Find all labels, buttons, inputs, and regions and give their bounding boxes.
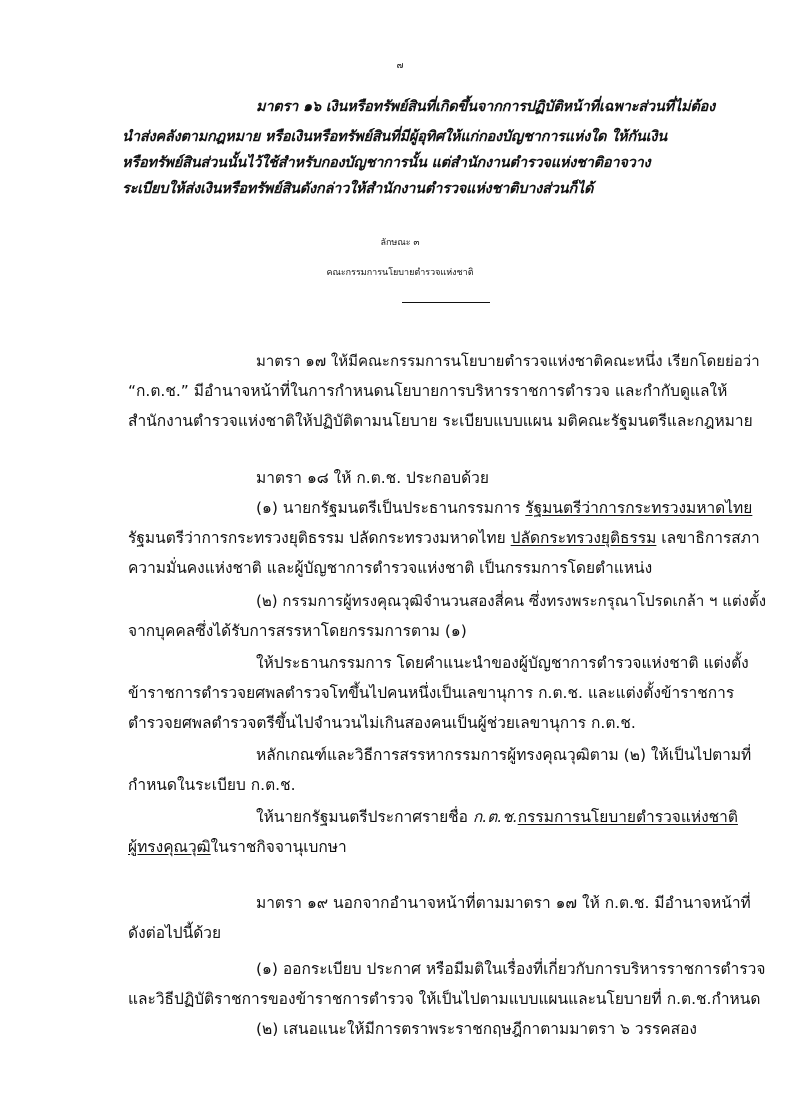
section-18-para-cont: ข้าราชการตำรวจยศพลตำรวจโทขึ้นไปคนหนึ่งเป็นเลขานุการ ก.ต.ช. และแต่งตั้งข้าราชการ — [128, 684, 735, 702]
section-18-para — [256, 806, 738, 828]
section-18-item-2: (๒) กรรมการผู้ทรงคุณวุฒิจำนวนสองสี่คน ซึ่งทรงพระกรุณาโปรดเกล้า ฯ แต่งตั้ง — [256, 592, 767, 610]
section-17-line: มาตรา ๑๗ ให้มีคณะกรรมการนโยบายตำรวจแห่งชาติคณะหนึ่ง เรียกโดยย่อว่า — [256, 352, 760, 370]
section-18-para: ให้ประธานกรรมการ โดยคำแนะนำของผู้บัญชาการตำรวจแห่งชาติ แต่งตั้ง — [256, 654, 749, 672]
section-18-para-cont: ตำรวจยศพลตำรวจตรีขึ้นไปจำนวนไม่เกินสองคนเป็นผู้ช่วยเลขานุการ ก.ต.ช. — [128, 714, 636, 732]
text-run: (๑) นายกรัฐมนตรีเป็นประธานกรรมการ — [256, 499, 526, 517]
underlined-amendment: รัฐมนตรีว่าการกระทรวงมหาดไทย — [525, 499, 753, 517]
section-16-line: มาตรา ๑๖ เงินหรือทรัพย์สินที่เกิดขึ้นจากการปฏิบัติหน้าที่เฉพาะส่วนที่ไม่ต้อง — [256, 99, 715, 115]
section-18-item-2-cont: จากบุคคลซึ่งได้รับการสรรหาโดยกรรมการตาม (๑) — [128, 622, 467, 640]
section-17-line: “ก.ต.ช.” มีอำนาจหน้าที่ในการกำหนดนโยบายการบริหารราชการตำรวจ และกำกับดูแลให้ — [128, 382, 728, 400]
section-18-para-cont: กำหนดในระเบียบ ก.ต.ช. — [128, 776, 296, 794]
chapter-title: ลักษณะ ๓ — [380, 238, 420, 248]
underlined-amendment: ผู้ทรงคุณวุฒิ — [128, 838, 211, 856]
section-19-item-1-cont: และวิธีปฏิบัติราชการของข้าราชการตำรวจ ให้เป็นไปตามแบบแผนและนโยบายที่ ก.ต.ช.กำหนด — [128, 990, 761, 1008]
section-18-item-1-cont: ความมั่นคงแห่งชาติ และผู้บัญชาการตำรวจแห่งชาติ เป็นกรรมการโดยตำแหน่ง — [128, 559, 653, 577]
section-18-para: หลักเกณฑ์และวิธีการสรรหากรรมการผู้ทรงคุณวุฒิตาม (๒) ให้เป็นไปตามที่ — [256, 746, 752, 764]
text-run: รัฐมนตรีว่าการกระทรวงยุติธรรม ปลัดกระทรวงมหาดไทย — [128, 529, 511, 547]
section-19-line: มาตรา ๑๙ นอกจากอำนาจหน้าที่ตามมาตรา ๑๗ ให้ ก.ต.ช. มีอำนาจหน้าที่ — [256, 894, 751, 912]
section-16-line: นำส่งคลังตามกฎหมาย หรือเงินหรือทรัพย์สินที่มีผู้อุทิศให้แก่กองบัญชาการแห่งใด ให้กันเงิน — [122, 129, 667, 145]
chapter-divider — [402, 302, 490, 303]
text-run: เลขาธิการสภา — [656, 529, 760, 547]
section-18-para-cont — [128, 836, 347, 858]
chapter-subtitle: คณะกรรมการนโยบายตำรวจแห่งชาติ — [326, 268, 474, 278]
text-run: ในราชกิจจานุเบกษา — [210, 838, 347, 856]
underlined-amendment: กรรมการนโยบายตำรวจแห่งชาติ — [517, 808, 738, 826]
section-18-item-1 — [256, 497, 752, 519]
section-17-line: สำนักงานตำรวจแห่งชาติให้ปฏิบัติตามนโยบาย ระเบียบแบบแผน มติคณะรัฐมนตรีและกฎหมาย — [128, 412, 753, 430]
underlined-amendment: ปลัดกระทรวงยุติธรรม — [510, 529, 657, 547]
section-16-line: หรือทรัพย์สินส่วนนั้นไว้ใช้สำหรับกองบัญชาการนั้น แต่สำนักงานตำรวจแห่งชาติอาจวาง — [122, 155, 651, 171]
handwritten-insert: ก.ต.ช. — [472, 808, 518, 826]
section-19-item-2: (๒) เสนอแนะให้มีการตราพระราชกฤษฎีกาตามมาตรา ๖ วรรคสอง — [256, 1020, 697, 1038]
section-19-line: ดังต่อไปนี้ด้วย — [128, 924, 222, 942]
section-18-heading: มาตรา ๑๘ ให้ ก.ต.ช. ประกอบด้วย — [256, 469, 489, 487]
section-19-item-1: (๑) ออกระเบียบ ประกาศ หรือมีมติในเรื่องที่เกี่ยวกับการบริหารราชการตำรวจ — [256, 960, 766, 978]
section-18-item-1-cont — [128, 527, 760, 549]
page-number: ๗ — [396, 61, 404, 71]
section-16-line: ระเบียบให้ส่งเงินหรือทรัพย์สินดังกล่าวให้สำนักงานตำรวจแห่งชาติบางส่วนก็ได้ — [122, 181, 594, 197]
text-run: ให้นายกรัฐมนตรีประกาศรายชื่อ — [256, 808, 473, 826]
